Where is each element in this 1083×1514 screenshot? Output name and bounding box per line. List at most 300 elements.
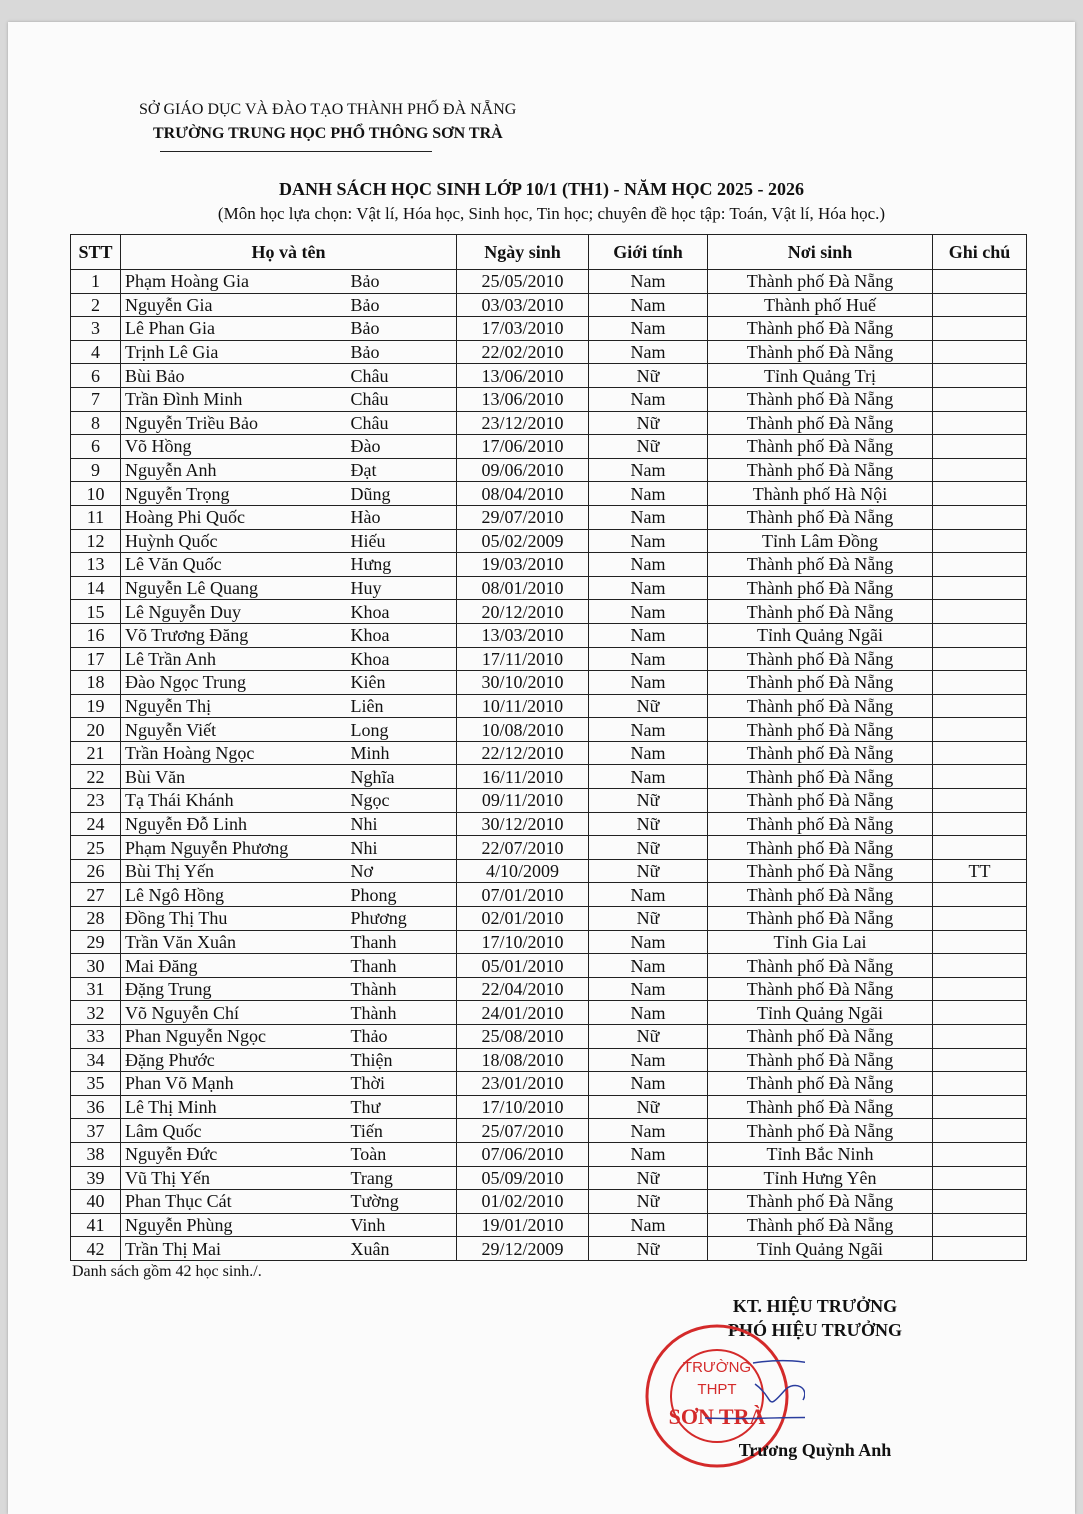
cell-gender: Nam: [589, 270, 708, 294]
cell-last-middle-name: Trần Hoàng Ngọc: [121, 741, 349, 765]
cell-first-name: Nhi: [349, 812, 457, 836]
cell-first-name: Trang: [349, 1166, 457, 1190]
signature-title-line2: PHÓ HIỆU TRƯỞNG: [727, 1320, 902, 1340]
cell-birthdate: 08/01/2010: [457, 576, 589, 600]
cell-stt: 15: [71, 600, 121, 624]
cell-stt: 25: [71, 836, 121, 860]
cell-first-name: Vinh: [349, 1213, 457, 1237]
cell-first-name: Thảo: [349, 1025, 457, 1049]
table-row: [71, 836, 1027, 860]
cell-last-middle-name: Nguyễn Lê Quang: [121, 576, 349, 600]
cell-last-middle-name: Nguyễn Triều Bảo: [121, 411, 349, 435]
cell-birthdate: 30/10/2010: [457, 671, 589, 695]
table-row: [71, 1190, 1027, 1214]
cell-last-middle-name: Huỳnh Quốc: [121, 529, 349, 553]
cell-gender: Nữ: [589, 789, 708, 813]
cell-last-middle-name: Nguyễn Đức: [121, 1142, 349, 1166]
cell-birthdate: 22/12/2010: [457, 741, 589, 765]
cell-gender: Nữ: [589, 1095, 708, 1119]
cell-first-name: Toàn: [349, 1142, 457, 1166]
cell-birthdate: 22/04/2010: [457, 977, 589, 1001]
table-row: [71, 293, 1027, 317]
cell-gender: Nam: [589, 954, 708, 978]
table-row: [71, 647, 1027, 671]
cell-gender: Nam: [589, 529, 708, 553]
cell-birthdate: 25/08/2010: [457, 1025, 589, 1049]
table-row: [71, 1001, 1027, 1025]
cell-last-middle-name: Đồng Thị Thu: [121, 907, 349, 931]
cell-birthdate: 13/03/2010: [457, 623, 589, 647]
cell-last-middle-name: Trần Đình Minh: [121, 387, 349, 411]
cell-gender: Nam: [589, 1001, 708, 1025]
cell-birthplace: Thành phố Đà Nẵng: [708, 1119, 933, 1143]
cell-note: [933, 1190, 1027, 1214]
cell-note: [933, 482, 1027, 506]
cell-first-name: Đạt: [349, 458, 457, 482]
cell-birthdate: 10/08/2010: [457, 718, 589, 742]
cell-note: [933, 576, 1027, 600]
cell-birthplace: Thành phố Đà Nẵng: [708, 600, 933, 624]
cell-birthdate: 05/02/2009: [457, 529, 589, 553]
cell-gender: Nam: [589, 1048, 708, 1072]
column-header-birthdate: Ngày sinh: [457, 235, 589, 270]
cell-last-middle-name: Hoàng Phi Quốc: [121, 505, 349, 529]
cell-gender: Nam: [589, 1072, 708, 1096]
cell-birthplace: Tỉnh Lâm Đồng: [708, 529, 933, 553]
cell-stt: 11: [71, 505, 121, 529]
cell-gender: Nam: [589, 883, 708, 907]
cell-note: [933, 1025, 1027, 1049]
cell-first-name: Hào: [349, 505, 457, 529]
cell-birthdate: 16/11/2010: [457, 765, 589, 789]
cell-stt: 16: [71, 623, 121, 647]
cell-first-name: Châu: [349, 364, 457, 388]
cell-first-name: Khoa: [349, 600, 457, 624]
cell-birthplace: Thành phố Đà Nẵng: [708, 954, 933, 978]
table-row: [71, 387, 1027, 411]
cell-first-name: Thanh: [349, 954, 457, 978]
table-row: [71, 907, 1027, 931]
cell-note: [933, 317, 1027, 341]
cell-last-middle-name: Bùi Thị Yến: [121, 859, 349, 883]
cell-stt: 18: [71, 671, 121, 695]
cell-last-middle-name: Bùi Bảo: [121, 364, 349, 388]
department-name: SỞ GIÁO DỤC VÀ ĐÀO TẠO THÀNH PHỐ ĐÀ NẴNG: [139, 101, 517, 118]
cell-last-middle-name: Bùi Văn: [121, 765, 349, 789]
column-header-note: Ghi chú: [933, 235, 1027, 270]
cell-gender: Nam: [589, 741, 708, 765]
table-row: [71, 1213, 1027, 1237]
cell-birthplace: Tỉnh Gia Lai: [708, 930, 933, 954]
cell-first-name: Thời: [349, 1072, 457, 1096]
cell-note: [933, 765, 1027, 789]
cell-birthdate: 25/07/2010: [457, 1119, 589, 1143]
cell-birthplace: Thành phố Đà Nẵng: [708, 671, 933, 695]
cell-stt: 4: [71, 340, 121, 364]
cell-stt: 36: [71, 1095, 121, 1119]
cell-note: [933, 789, 1027, 813]
cell-note: [933, 1048, 1027, 1072]
cell-gender: Nam: [589, 458, 708, 482]
table-row: [71, 576, 1027, 600]
cell-first-name: Thiện: [349, 1048, 457, 1072]
cell-first-name: Liên: [349, 694, 457, 718]
cell-birthplace: Thành phố Đà Nẵng: [708, 1025, 933, 1049]
cell-stt: 39: [71, 1166, 121, 1190]
cell-note: [933, 1001, 1027, 1025]
table-row: [71, 317, 1027, 341]
cell-birthdate: 07/01/2010: [457, 883, 589, 907]
cell-birthdate: 4/10/2009: [457, 859, 589, 883]
cell-stt: 6: [71, 364, 121, 388]
table-row: [71, 741, 1027, 765]
cell-first-name: Xuân: [349, 1237, 457, 1261]
cell-birthdate: 17/03/2010: [457, 317, 589, 341]
cell-birthplace: Thành phố Huế: [708, 293, 933, 317]
cell-note: [933, 411, 1027, 435]
cell-note: [933, 1142, 1027, 1166]
cell-birthplace: Thành phố Đà Nẵng: [708, 317, 933, 341]
cell-birthdate: 30/12/2010: [457, 812, 589, 836]
cell-stt: 14: [71, 576, 121, 600]
cell-stt: 24: [71, 812, 121, 836]
cell-last-middle-name: Lê Trần Anh: [121, 647, 349, 671]
table-row: [71, 364, 1027, 388]
cell-gender: Nữ: [589, 859, 708, 883]
table-row: [71, 505, 1027, 529]
cell-first-name: Nghĩa: [349, 765, 457, 789]
cell-last-middle-name: Lê Ngô Hồng: [121, 883, 349, 907]
cell-gender: Nữ: [589, 1025, 708, 1049]
cell-first-name: Bảo: [349, 270, 457, 294]
cell-birthplace: Thành phố Đà Nẵng: [708, 1095, 933, 1119]
cell-birthdate: 22/02/2010: [457, 340, 589, 364]
table-row: [71, 1142, 1027, 1166]
cell-birthdate: 10/11/2010: [457, 694, 589, 718]
cell-first-name: Thành: [349, 1001, 457, 1025]
cell-note: [933, 600, 1027, 624]
cell-note: [933, 270, 1027, 294]
cell-birthplace: Thành phố Đà Nẵng: [708, 789, 933, 813]
cell-first-name: Châu: [349, 387, 457, 411]
cell-gender: Nam: [589, 765, 708, 789]
cell-birthplace: Thành phố Đà Nẵng: [708, 411, 933, 435]
cell-note: [933, 1237, 1027, 1261]
table-row: [71, 600, 1027, 624]
cell-first-name: Kiên: [349, 671, 457, 695]
table-row: [71, 1166, 1027, 1190]
cell-note: [933, 883, 1027, 907]
school-name: TRƯỜNG TRUNG HỌC PHỔ THÔNG SƠN TRÀ: [153, 125, 503, 142]
cell-gender: Nam: [589, 600, 708, 624]
table-header-row: [71, 235, 1027, 270]
cell-first-name: Châu: [349, 411, 457, 435]
cell-note: [933, 1166, 1027, 1190]
cell-birthdate: 09/11/2010: [457, 789, 589, 813]
cell-gender: Nữ: [589, 1190, 708, 1214]
table-row: [71, 765, 1027, 789]
cell-birthplace: Thành phố Đà Nẵng: [708, 576, 933, 600]
cell-last-middle-name: Phan Thục Cát: [121, 1190, 349, 1214]
cell-first-name: Hưng: [349, 553, 457, 577]
student-table: [70, 234, 1027, 1261]
cell-stt: 32: [71, 1001, 121, 1025]
cell-note: [933, 836, 1027, 860]
cell-first-name: Thành: [349, 977, 457, 1001]
cell-stt: 8: [71, 411, 121, 435]
cell-birthplace: Tỉnh Quảng Ngãi: [708, 623, 933, 647]
signature-title-line1: KT. HIỆU TRƯỞNG: [732, 1296, 898, 1316]
cell-birthdate: 29/12/2009: [457, 1237, 589, 1261]
cell-stt: 40: [71, 1190, 121, 1214]
cell-birthdate: 18/08/2010: [457, 1048, 589, 1072]
cell-stt: 35: [71, 1072, 121, 1096]
cell-stt: 17: [71, 647, 121, 671]
cell-birthdate: 29/07/2010: [457, 505, 589, 529]
cell-gender: Nam: [589, 482, 708, 506]
column-header-stt: STT: [71, 235, 121, 270]
cell-gender: Nam: [589, 930, 708, 954]
table-row: [71, 482, 1027, 506]
header-underline: [160, 151, 432, 152]
cell-stt: 12: [71, 529, 121, 553]
cell-stt: 1: [71, 270, 121, 294]
table-row: [71, 671, 1027, 695]
cell-first-name: Huy: [349, 576, 457, 600]
cell-birthplace: Thành phố Đà Nẵng: [708, 741, 933, 765]
cell-birthplace: Thành phố Đà Nẵng: [708, 505, 933, 529]
cell-birthplace: Thành phố Đà Nẵng: [708, 340, 933, 364]
cell-birthplace: Tỉnh Bắc Ninh: [708, 1142, 933, 1166]
cell-gender: Nữ: [589, 364, 708, 388]
cell-birthplace: Thành phố Đà Nẵng: [708, 907, 933, 931]
cell-first-name: Minh: [349, 741, 457, 765]
table-row: [71, 977, 1027, 1001]
table-row: [71, 553, 1027, 577]
cell-stt: 33: [71, 1025, 121, 1049]
cell-note: [933, 671, 1027, 695]
table-row: [71, 529, 1027, 553]
cell-last-middle-name: Lâm Quốc: [121, 1119, 349, 1143]
table-row: [71, 411, 1027, 435]
cell-gender: Nam: [589, 505, 708, 529]
cell-birthplace: Tỉnh Quảng Trị: [708, 364, 933, 388]
cell-last-middle-name: Võ Trương Đăng: [121, 623, 349, 647]
cell-birthplace: Thành phố Đà Nẵng: [708, 1072, 933, 1096]
cell-stt: 42: [71, 1237, 121, 1261]
cell-birthdate: 01/02/2010: [457, 1190, 589, 1214]
cell-last-middle-name: Nguyễn Thị: [121, 694, 349, 718]
cell-stt: 37: [71, 1119, 121, 1143]
table-row: [71, 789, 1027, 813]
cell-note: [933, 458, 1027, 482]
table-body: [71, 270, 1027, 1261]
cell-last-middle-name: Trịnh Lê Gia: [121, 340, 349, 364]
cell-gender: Nam: [589, 553, 708, 577]
table-row: [71, 1025, 1027, 1049]
cell-birthdate: 19/03/2010: [457, 553, 589, 577]
cell-note: [933, 1119, 1027, 1143]
cell-stt: 26: [71, 859, 121, 883]
cell-gender: Nam: [589, 317, 708, 341]
table-row: [71, 340, 1027, 364]
cell-birthdate: 20/12/2010: [457, 600, 589, 624]
cell-last-middle-name: Nguyễn Đỗ Linh: [121, 812, 349, 836]
cell-gender: Nam: [589, 1119, 708, 1143]
cell-last-middle-name: Nguyễn Anh: [121, 458, 349, 482]
cell-first-name: Phong: [349, 883, 457, 907]
cell-note: [933, 529, 1027, 553]
cell-gender: Nam: [589, 1142, 708, 1166]
cell-gender: Nam: [589, 977, 708, 1001]
cell-note: [933, 364, 1027, 388]
table-row: [71, 1237, 1027, 1261]
cell-last-middle-name: Võ Hồng: [121, 435, 349, 459]
cell-gender: Nữ: [589, 907, 708, 931]
cell-first-name: Nơ: [349, 859, 457, 883]
cell-last-middle-name: Trần Thị Mai: [121, 1237, 349, 1261]
cell-first-name: Thanh: [349, 930, 457, 954]
cell-last-middle-name: Trần Văn Xuân: [121, 930, 349, 954]
table-row: [71, 859, 1027, 883]
cell-stt: 28: [71, 907, 121, 931]
cell-first-name: Long: [349, 718, 457, 742]
cell-birthdate: 23/01/2010: [457, 1072, 589, 1096]
cell-note: TT: [933, 859, 1027, 883]
table-row: [71, 270, 1027, 294]
table-row: [71, 1048, 1027, 1072]
cell-first-name: Bảo: [349, 317, 457, 341]
cell-last-middle-name: Đặng Trung: [121, 977, 349, 1001]
svg-text:THPT: THPT: [697, 1381, 737, 1398]
cell-stt: 31: [71, 977, 121, 1001]
cell-last-middle-name: Vũ Thị Yến: [121, 1166, 349, 1190]
cell-note: [933, 954, 1027, 978]
cell-note: [933, 553, 1027, 577]
cell-birthdate: 17/10/2010: [457, 1095, 589, 1119]
cell-birthdate: 13/06/2010: [457, 364, 589, 388]
cell-last-middle-name: Nguyễn Trọng: [121, 482, 349, 506]
cell-stt: 21: [71, 741, 121, 765]
cell-stt: 27: [71, 883, 121, 907]
cell-gender: Nam: [589, 340, 708, 364]
cell-first-name: Dũng: [349, 482, 457, 506]
cell-note: [933, 1095, 1027, 1119]
cell-birthdate: 24/01/2010: [457, 1001, 589, 1025]
cell-first-name: Đào: [349, 435, 457, 459]
cell-first-name: Bảo: [349, 340, 457, 364]
cell-gender: Nam: [589, 647, 708, 671]
cell-stt: 29: [71, 930, 121, 954]
cell-last-middle-name: Phan Võ Mạnh: [121, 1072, 349, 1096]
cell-note: [933, 435, 1027, 459]
cell-stt: 41: [71, 1213, 121, 1237]
cell-birthplace: Thành phố Đà Nẵng: [708, 859, 933, 883]
cell-stt: 19: [71, 694, 121, 718]
cell-gender: Nữ: [589, 411, 708, 435]
column-header-birthplace: Nơi sinh: [708, 235, 933, 270]
cell-last-middle-name: Lê Thị Minh: [121, 1095, 349, 1119]
cell-note: [933, 623, 1027, 647]
cell-birthplace: Thành phố Đà Nẵng: [708, 977, 933, 1001]
cell-first-name: Hiếu: [349, 529, 457, 553]
cell-birthplace: Thành phố Hà Nội: [708, 482, 933, 506]
cell-note: [933, 340, 1027, 364]
cell-note: [933, 647, 1027, 671]
cell-birthplace: Thành phố Đà Nẵng: [708, 883, 933, 907]
cell-birthdate: 13/06/2010: [457, 387, 589, 411]
cell-gender: Nữ: [589, 1237, 708, 1261]
cell-birthplace: Tỉnh Hưng Yên: [708, 1166, 933, 1190]
cell-last-middle-name: Lê Nguyễn Duy: [121, 600, 349, 624]
cell-stt: 2: [71, 293, 121, 317]
cell-last-middle-name: Phạm Hoàng Gia: [121, 270, 349, 294]
table-row: [71, 1119, 1027, 1143]
cell-birthdate: 05/09/2010: [457, 1166, 589, 1190]
cell-birthplace: Thành phố Đà Nẵng: [708, 270, 933, 294]
cell-gender: Nam: [589, 623, 708, 647]
table-row: [71, 883, 1027, 907]
cell-birthplace: Thành phố Đà Nẵng: [708, 812, 933, 836]
cell-note: [933, 387, 1027, 411]
cell-stt: 10: [71, 482, 121, 506]
svg-text:SƠN TRÀ: SƠN TRÀ: [668, 1404, 766, 1429]
cell-stt: 7: [71, 387, 121, 411]
cell-stt: 38: [71, 1142, 121, 1166]
cell-last-middle-name: Lê Văn Quốc: [121, 553, 349, 577]
cell-birthdate: 02/01/2010: [457, 907, 589, 931]
cell-gender: Nữ: [589, 812, 708, 836]
table-row: [71, 458, 1027, 482]
cell-last-middle-name: Phạm Nguyễn Phương: [121, 836, 349, 860]
cell-birthplace: Thành phố Đà Nẵng: [708, 435, 933, 459]
cell-first-name: Tường: [349, 1190, 457, 1214]
cell-gender: Nam: [589, 1213, 708, 1237]
cell-note: [933, 293, 1027, 317]
cell-stt: 30: [71, 954, 121, 978]
cell-birthdate: 08/04/2010: [457, 482, 589, 506]
page-subtitle: (Môn học lựa chọn: Vật lí, Hóa học, Sinh học, Tin học; chuyên đề học tập: Toán, Vật lí, Hóa học.): [217, 204, 886, 223]
cell-birthplace: Thành phố Đà Nẵng: [708, 1190, 933, 1214]
cell-birthdate: 19/01/2010: [457, 1213, 589, 1237]
organization-header: [138, 98, 558, 146]
cell-birthplace: Thành phố Đà Nẵng: [708, 836, 933, 860]
cell-birthplace: Tỉnh Quảng Ngãi: [708, 1001, 933, 1025]
cell-note: [933, 505, 1027, 529]
cell-birthdate: 03/03/2010: [457, 293, 589, 317]
cell-note: [933, 930, 1027, 954]
cell-gender: Nữ: [589, 694, 708, 718]
cell-first-name: Tiến: [349, 1119, 457, 1143]
cell-gender: Nam: [589, 387, 708, 411]
cell-gender: Nữ: [589, 1166, 708, 1190]
table-row: [71, 954, 1027, 978]
cell-gender: Nữ: [589, 435, 708, 459]
cell-birthdate: 05/01/2010: [457, 954, 589, 978]
cell-birthplace: Thành phố Đà Nẵng: [708, 718, 933, 742]
cell-gender: Nam: [589, 671, 708, 695]
table-row: [71, 1072, 1027, 1096]
cell-first-name: Khoa: [349, 623, 457, 647]
cell-first-name: Nhi: [349, 836, 457, 860]
cell-birthplace: Thành phố Đà Nẵng: [708, 1213, 933, 1237]
cell-birthdate: 23/12/2010: [457, 411, 589, 435]
cell-birthplace: Thành phố Đà Nẵng: [708, 387, 933, 411]
table-row: [71, 930, 1027, 954]
cell-birthplace: Thành phố Đà Nẵng: [708, 765, 933, 789]
cell-birthplace: Thành phố Đà Nẵng: [708, 553, 933, 577]
cell-last-middle-name: Nguyễn Gia: [121, 293, 349, 317]
